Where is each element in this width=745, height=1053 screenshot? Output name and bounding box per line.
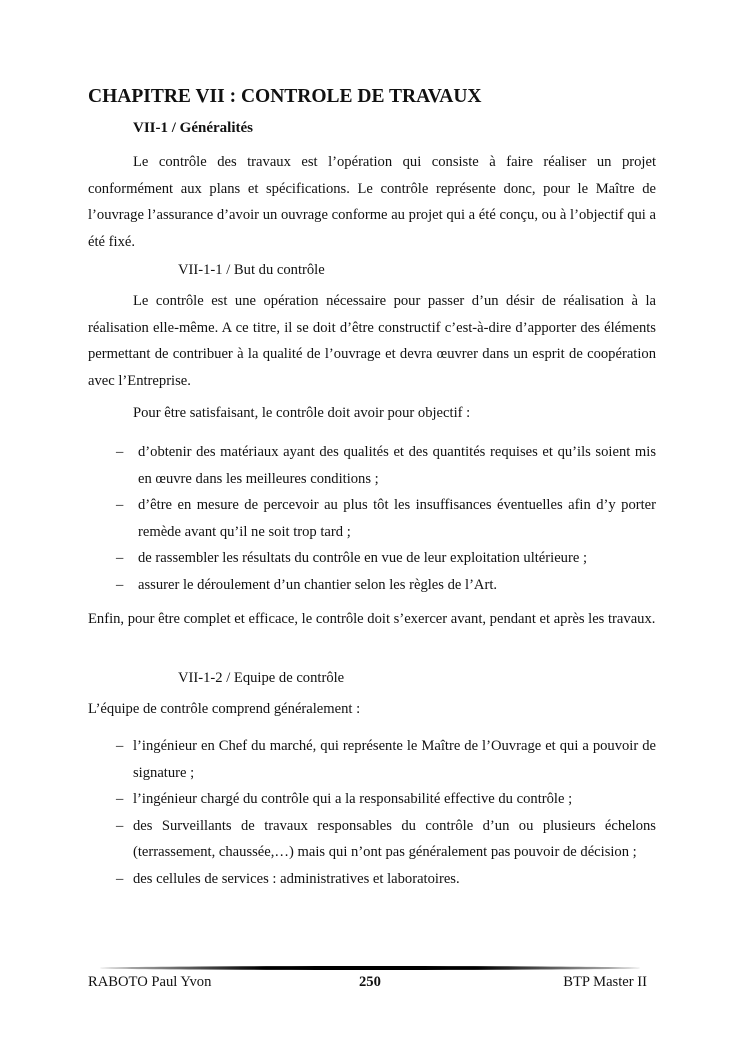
subsection-heading-but: VII-1-1 / But du contrôle: [178, 262, 325, 278]
bullet-dash: –: [116, 444, 124, 460]
bullet-dash: –: [116, 738, 124, 754]
bullet-dash: –: [116, 817, 124, 834]
bullet-dash: –: [116, 497, 124, 513]
footer-page-number: 250: [359, 974, 381, 990]
list-item: – l’ingénieur chargé du contrôle qui a la responsabilité effective du contrôle ;: [133, 786, 656, 813]
bullet-dash: –: [116, 791, 124, 807]
footer-author: RABOTO Paul Yvon: [88, 974, 212, 990]
bullet-dash: –: [116, 870, 124, 887]
objectives-list: [116, 439, 656, 598]
list-item: – des cellules de services : administratives et laboratoires.: [133, 866, 656, 893]
list-item: – des Surveillants de travaux responsables du contrôle d’un ou plusieurs échelons (terrassement, chaussée,…) mais qui n’ont pas généralement pas pouvoir de décision ;: [133, 813, 656, 866]
paragraph-conclusion: Enfin, pour être complet et efficace, le contrôle doit s’exercer avant, pendant et après les travaux.: [88, 611, 656, 627]
bullet-dash: –: [116, 576, 124, 593]
list-item: – de rassembler les résultats du contrôle en vue de leur exploitation ultérieure ;: [138, 545, 656, 572]
bullet-dash: –: [116, 550, 124, 566]
paragraph-equipe-intro: L’équipe de contrôle comprend généralement :: [88, 701, 361, 717]
paragraph-generalites: Le contrôle des travaux est l’opération qui consiste à faire réaliser un projet conformément aux plans et spécifications. Le contrôle représente donc, pour le Maître de l’ouvrage l’assurance d’avoir un ouvrage conforme au projet qui a été conçu, ou à l’objectif qui a été fixé.: [88, 154, 656, 250]
section-heading-generalites: VII-1 / Généralités: [133, 120, 253, 136]
paragraph-but: Le contrôle est une opération nécessaire pour passer d’un désir de réalisation à la réalisation elle-même. A ce titre, il se doit d’être constructif c’est-à-dire d’apporter des éléments permettant de contribuer à la qualité de l’ouvrage et devra œuvrer dans un esprit de coopération avec l’Entreprise.: [88, 293, 656, 389]
subsection-heading-equipe: VII-1-2 / Equipe de contrôle: [178, 670, 345, 686]
paragraph-objectif-intro: Pour être satisfaisant, le contrôle doit avoir pour objectif :: [133, 405, 471, 421]
footer-course: BTP Master II: [563, 974, 647, 990]
footer-divider: [100, 966, 640, 970]
list-item: – l’ingénieur en Chef du marché, qui représente le Maître de l’Ouvrage et qui a pouvoir de signature ;: [133, 733, 656, 786]
chapter-title: CHAPITRE VII : CONTROLE DE TRAVAUX: [88, 86, 482, 107]
list-item: – d’être en mesure de percevoir au plus tôt les insuffisances éventuelles afin d’y porter remède avant qu’il ne soit trop tard ;: [138, 492, 656, 545]
list-item: – d’obtenir des matériaux ayant des qualités et des quantités requises et qu’ils soient mis en œuvre dans les meilleures conditions ;: [138, 439, 656, 492]
team-list: [116, 733, 656, 892]
list-item: – assurer le déroulement d’un chantier selon les règles de l’Art.: [138, 572, 656, 599]
